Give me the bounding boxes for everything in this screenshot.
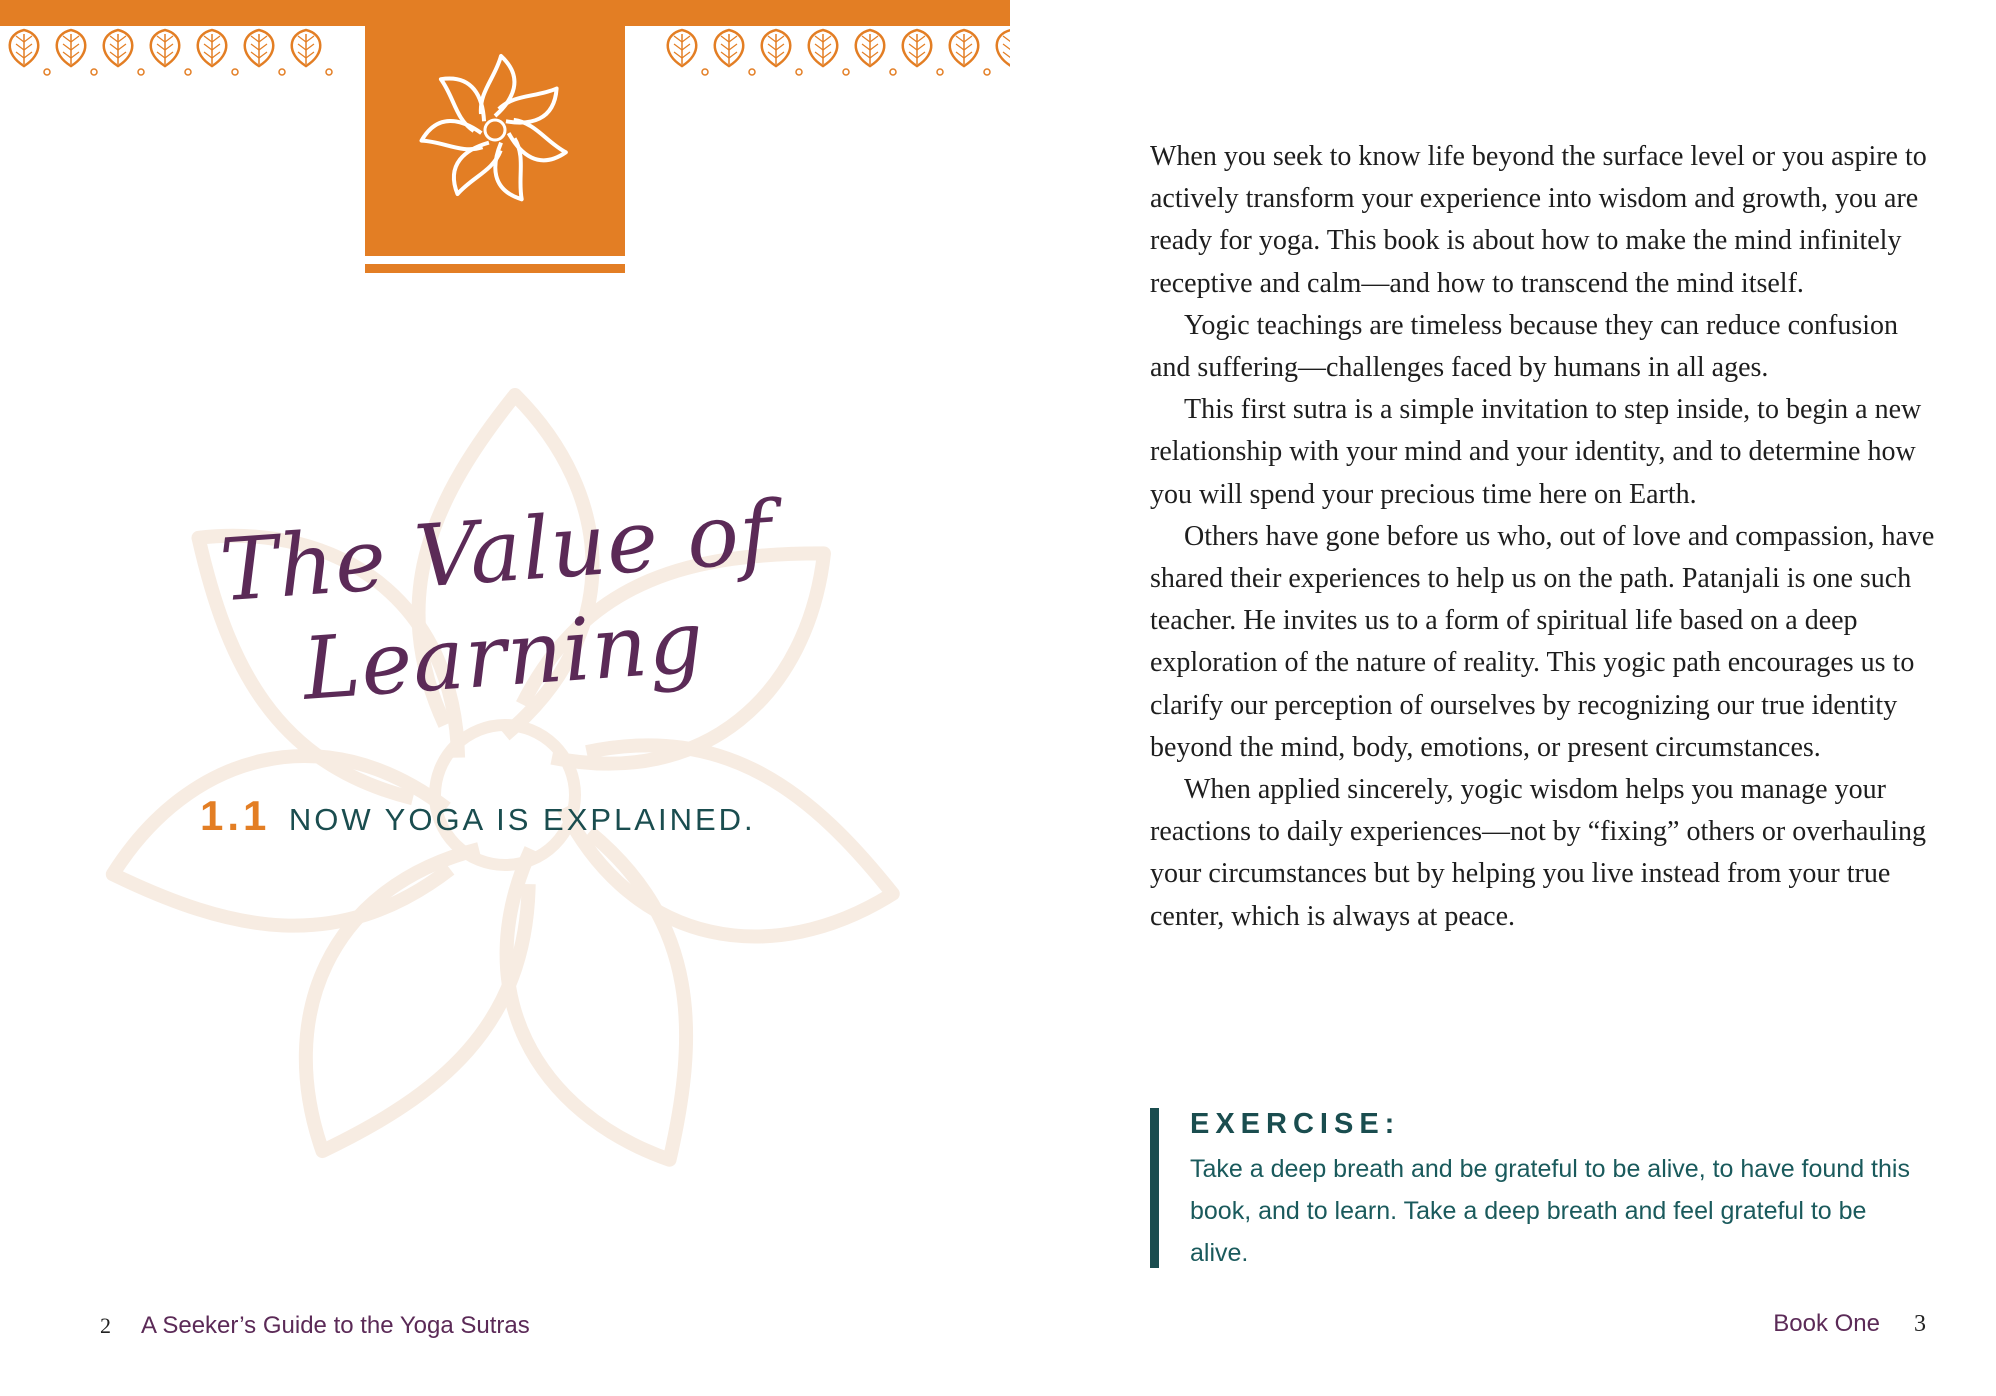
chapter-title: The Value of Learning — [216, 482, 776, 720]
left-footer — [100, 1312, 530, 1340]
orange-rule — [365, 264, 625, 273]
leaf-icon — [997, 30, 1010, 75]
leaf-icon — [715, 30, 755, 75]
running-title: A Seeker’s Guide to the Yoga Sutras — [141, 1312, 530, 1339]
body-paragraph: This first sutra is a simple invitation to step inside, to begin a new relationship with your mind and your identity, and to determine how you will spend your precious time here on Earth. — [1150, 394, 1922, 510]
leaf-icon — [950, 30, 990, 75]
body-text — [1150, 136, 1940, 938]
right-footer — [1773, 1310, 1926, 1338]
running-section: Book One — [1773, 1310, 1880, 1337]
leaf-icon — [292, 30, 332, 75]
leaf-icon — [668, 30, 708, 75]
body-paragraph: Yogic teachings are timeless because they can reduce confusion and suffering—challenges faced by humans in all ages. — [1150, 309, 1899, 384]
sutra-heading — [200, 792, 756, 840]
leaf-icon — [151, 30, 191, 75]
exercise-box — [1150, 1108, 1940, 1268]
leaf-icon — [903, 30, 943, 75]
exercise-heading: EXERCISE: — [1190, 1108, 1401, 1140]
leaf-icon — [57, 30, 97, 75]
flower-icon — [415, 50, 575, 210]
sutra-text: NOW YOGA IS EXPLAINED. — [288, 802, 756, 837]
leaf-icon — [809, 30, 849, 75]
body-paragraph: When applied sincerely, yogic wisdom helps you manage your reactions to daily experiences—not by “fixing” others or overhauling your circumstances but by helping you live instead from your true center, which is always at peace. — [1150, 774, 1926, 932]
leaf-icon — [245, 30, 285, 75]
sutra-number: 1.1 — [200, 792, 271, 839]
exercise-text: Take a deep breath and be grateful to be alive, to have found this book, and to learn. Take a deep breath and feel grateful to be alive. — [1190, 1155, 1910, 1267]
right-page — [1010, 0, 1996, 1396]
leaf-icon — [856, 30, 896, 75]
exercise-accent-bar — [1150, 1108, 1159, 1268]
body-paragraph: Others have gone before us who, out of love and compassion, have shared their experiences to help us on the path. Patanjali is one such teacher. He invites us to a form of spiritual life based on a deep exploration of the nature of reality. This yogic path encourages us to clarify our perception of ourselves by recognizing our true identity beyond the mind, body, emotions, or present circumstances. — [1150, 520, 1935, 763]
leaf-icon — [10, 30, 50, 75]
page-number-right: 3 — [1914, 1311, 1926, 1337]
leaf-icon — [762, 30, 802, 75]
leaf-icon — [198, 30, 238, 75]
body-paragraph: When you seek to know life beyond the surface level or you aspire to actively transform your experience into wisdom and growth, you are ready for yoga. This book is about how to make the mind infinitely receptive and calm—and how to transcend the mind itself. — [1150, 141, 1927, 299]
leaf-icon — [104, 30, 144, 75]
page-number-left: 2 — [100, 1313, 111, 1338]
